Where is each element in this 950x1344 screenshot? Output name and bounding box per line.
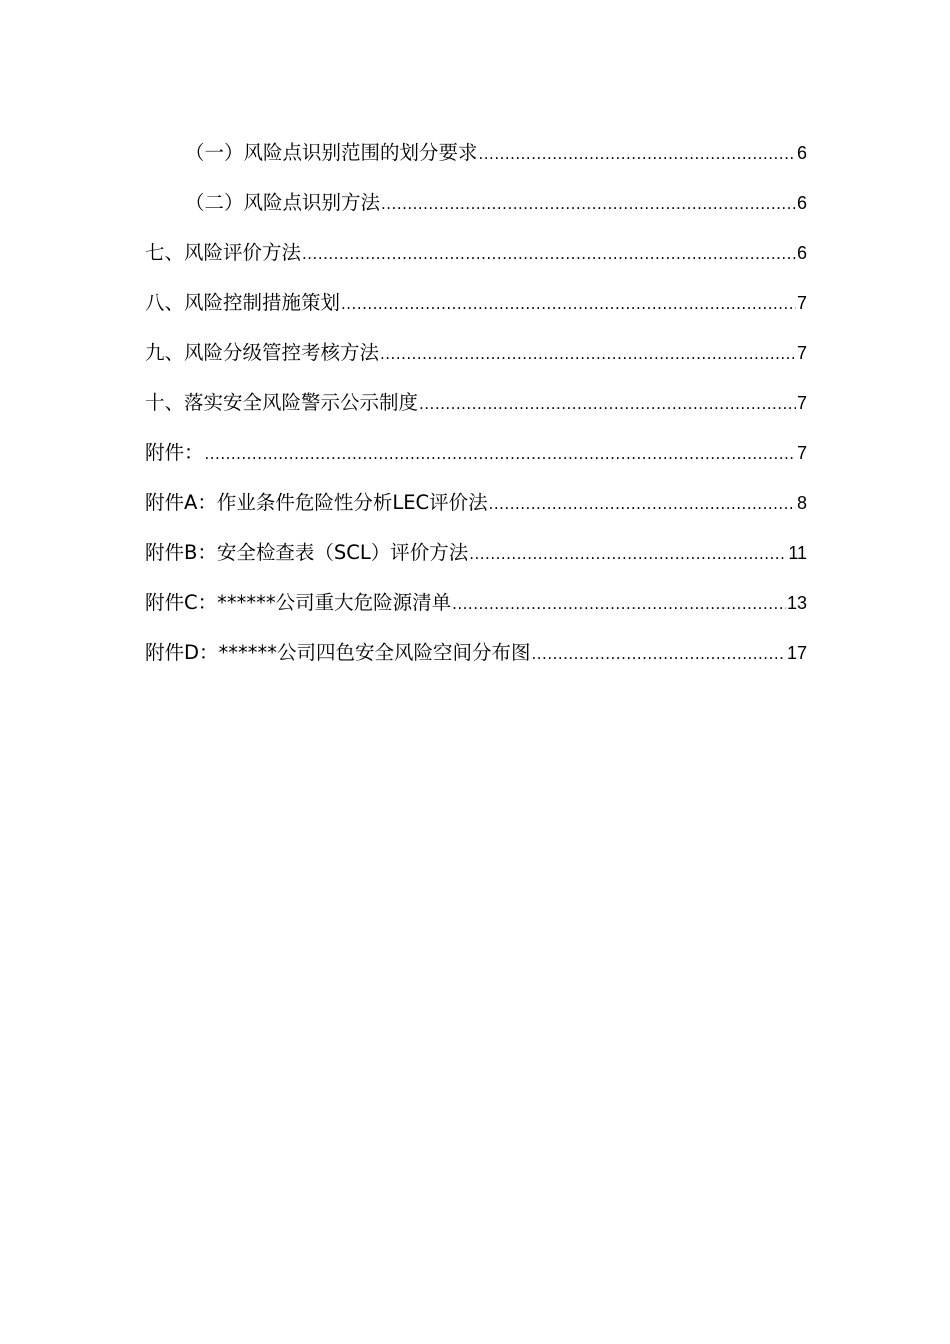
toc-entry[interactable] <box>145 328 807 378</box>
toc-dot-leader <box>532 628 786 679</box>
toc-dot-leader <box>341 278 796 329</box>
toc-dot-leader <box>205 428 796 479</box>
toc-dot-leader <box>302 228 796 279</box>
toc-entry-title: （二）风险点识别方法 <box>185 191 381 214</box>
toc-dot-leader <box>489 478 796 529</box>
toc-entry-title: 十、落实安全风险警示公示制度 <box>145 391 419 414</box>
toc-entry[interactable] <box>145 628 807 678</box>
toc-entry-title: 附件A：作业条件危险性分析LEC评价法 <box>145 491 488 514</box>
toc-page-number: 7 <box>796 443 807 463</box>
toc-entry-title: 九、风险分级管控考核方法 <box>145 341 380 364</box>
table-of-contents <box>145 128 807 678</box>
toc-entry[interactable] <box>145 478 807 528</box>
toc-dot-leader <box>381 178 796 229</box>
toc-entry-title: 八、风险控制措施策划 <box>145 291 341 314</box>
toc-entry[interactable] <box>145 528 807 578</box>
toc-dot-leader <box>380 328 796 379</box>
toc-page-number: 13 <box>786 593 807 613</box>
toc-entry[interactable] <box>145 578 807 628</box>
toc-page-number: 6 <box>796 193 807 213</box>
toc-entry[interactable] <box>145 228 807 278</box>
toc-entry[interactable] <box>145 128 807 178</box>
toc-page-number: 8 <box>796 493 807 513</box>
toc-entry[interactable] <box>145 378 807 428</box>
toc-entry-title: 附件C：******公司重大危险源清单 <box>145 591 452 614</box>
toc-entry[interactable] <box>145 428 807 478</box>
toc-dot-leader <box>479 128 796 179</box>
toc-dot-leader <box>469 528 787 579</box>
toc-page-number: 17 <box>786 643 807 663</box>
toc-dot-leader <box>419 378 796 429</box>
toc-page-number: 6 <box>796 143 807 163</box>
toc-page-number: 7 <box>796 293 807 313</box>
toc-entry[interactable] <box>145 178 807 228</box>
toc-entry[interactable] <box>145 278 807 328</box>
toc-page-number: 7 <box>796 393 807 413</box>
toc-dot-leader <box>452 578 786 629</box>
toc-entry-title: （一）风险点识别范围的划分要求 <box>185 141 478 164</box>
toc-page-number: 6 <box>796 243 807 263</box>
toc-entry-title: 附件D：******公司四色安全风险空间分布图 <box>145 641 531 664</box>
toc-entry-title: 七、风险评价方法 <box>145 241 302 264</box>
toc-entry-title: 附件： <box>145 441 204 464</box>
toc-page-number: 7 <box>796 343 807 363</box>
toc-entry-title: 附件B：安全检查表（SCL）评价方法 <box>145 541 469 564</box>
toc-page-number: 11 <box>788 543 807 563</box>
